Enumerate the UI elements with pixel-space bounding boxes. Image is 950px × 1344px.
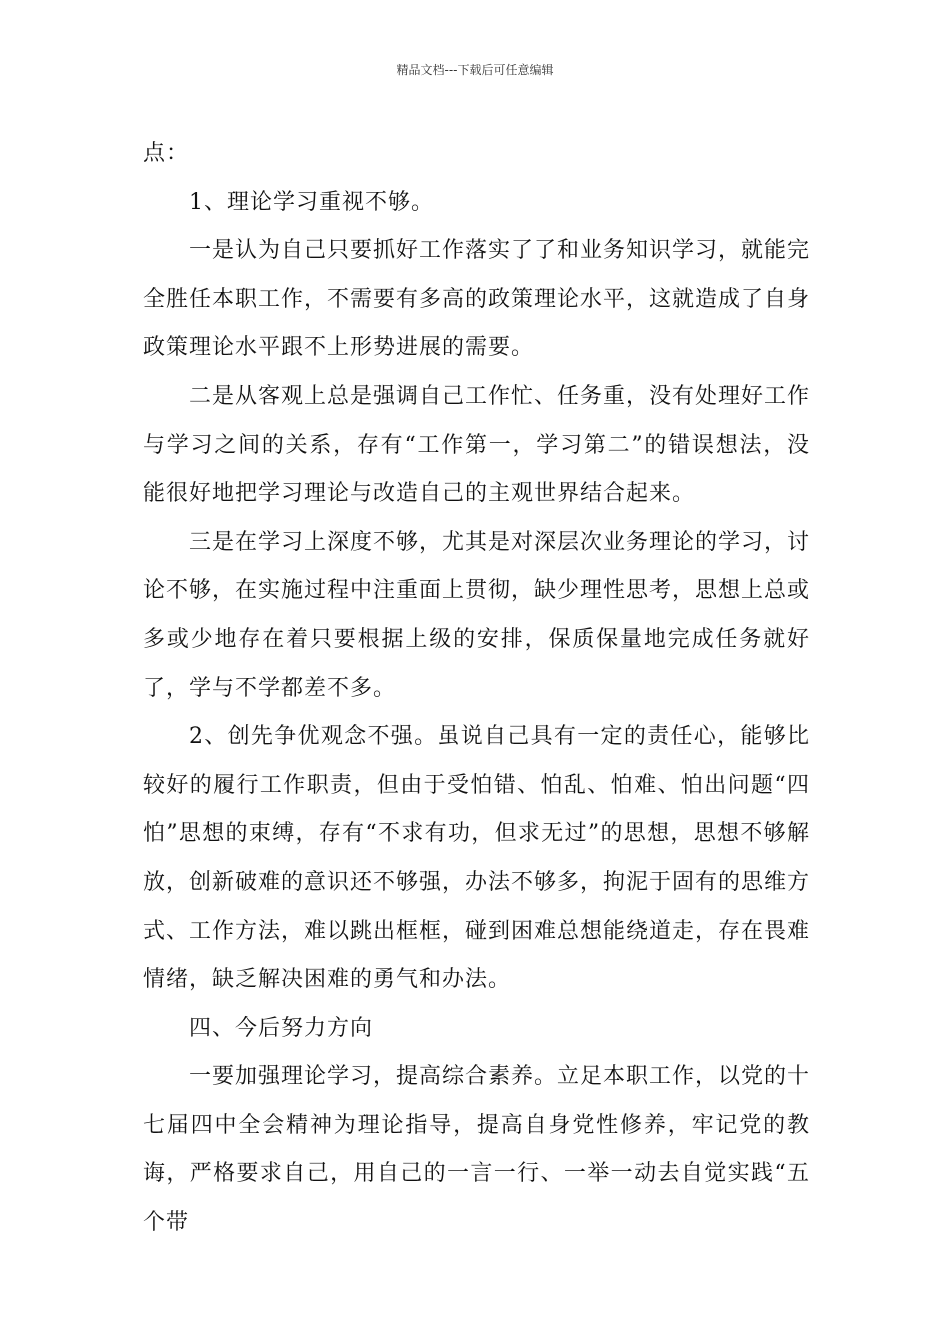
page-header: 精品文档---下载后可任意编辑	[396, 63, 554, 77]
paragraph-strengthen-theory: 一要加强理论学习，提高综合素养。立足本职工作，以党的十七届四中全会精神为理论指导，提高自身党性修养，牢记党的教诲，严格要求自己，用自己的一言一行、一举一动去自觉实践“五个带	[143, 1064, 811, 1236]
section-heading-future-direction: 四、今后努力方向	[189, 1015, 374, 1041]
paragraph-point-one: 一是认为自己只要抓好工作落实了了和业务知识学习，就能完全胜任本职工作，不需要有多高的政策理论水平，这就造成了自身政策理论水平跟不上形势进展的需要。	[143, 238, 811, 361]
document-body	[143, 130, 810, 1248]
paragraph-intro-fragment: 点：	[143, 141, 190, 166]
paragraph-heading-theory-study: 1、理论学习重视不够。	[189, 189, 434, 215]
paragraph-excellence-awareness: 2、创先争优观念不强。虽说自己具有一定的责任心，能够比较好的履行工作职责，但由于受怕错、怕乱、怕难、怕出问题“四怕”思想的束缚，存有“不求有功，但求无过”的思想，思想不够解放，创新破难的意识还不够强，办法不够多，拘泥于固有的思维方式、工作方法，难以跳出框框，碰到困难总想能绕道走，存在畏难情绪，缺乏解决困难的勇气和办法。	[143, 724, 811, 993]
paragraph-point-three: 三是在学习上深度不够，尤其是对深层次业务理论的学习，讨论不够，在实施过程中注重面上贯彻，缺少理性思考，思想上总或多或少地存在着只要根据上级的安排，保质保量地完成任务就好了，学与不学都差不多。	[143, 529, 811, 701]
paragraph-point-two: 二是从客观上总是强调自己工作忙、任务重，没有处理好工作与学习之间的关系，存有“工作第一，学习第二”的错误想法，没能很好地把学习理论与改造自己的主观世界结合起来。	[143, 383, 811, 507]
